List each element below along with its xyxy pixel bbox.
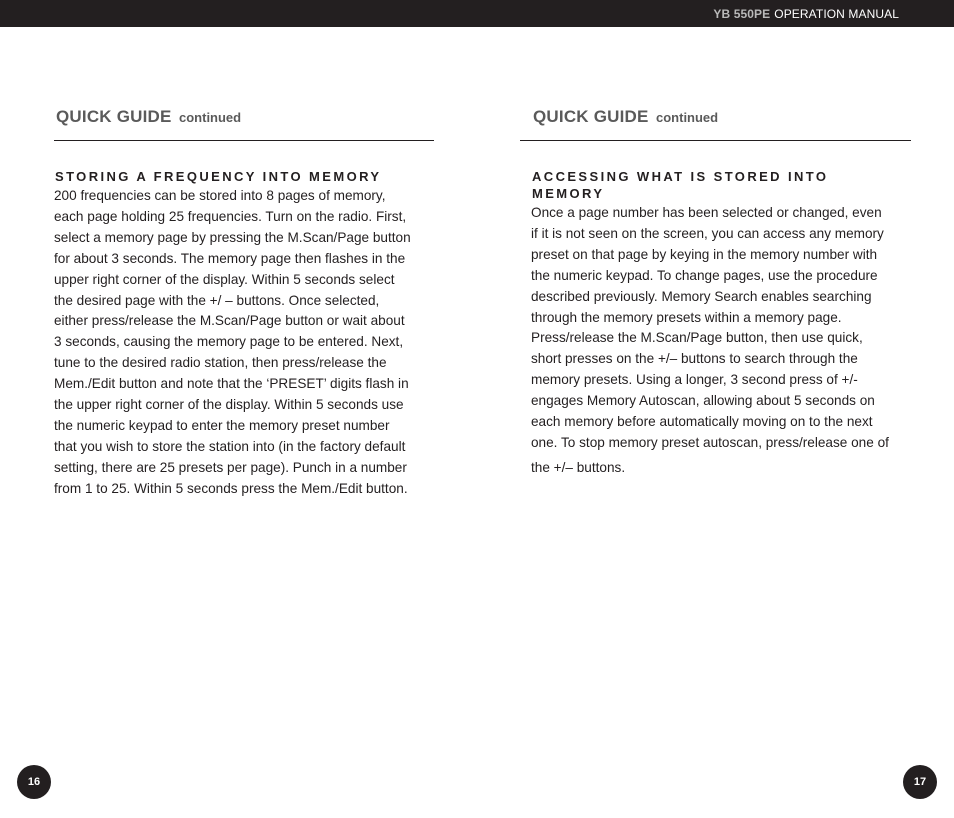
right-section-header	[533, 107, 718, 127]
right-body-text	[531, 203, 891, 479]
right-header-divider	[520, 140, 911, 141]
manual-title	[713, 7, 899, 21]
right-body-paragraph: Once a page number has been selected or changed, even if it is not seen on the screen, you can access any memory preset on that page by keying in the memory number with the numeric keypad. To change pages, use the procedure described previously. Memory Search enables searching through the memory presets within a memory page. Press/release the M.Scan/Page button, then use quick, short presses on the +/– buttons to search through the memory presets. Using a longer, 3 second press of +/- engages Memory Autoscan, allowing about 5 seconds on each memory before automatically moving on to the next one. To stop memory preset autoscan, press/release one of	[531, 205, 889, 450]
left-section-subtitle: continued	[179, 110, 242, 125]
left-body-text	[54, 186, 414, 500]
right-page-number: 17	[903, 765, 937, 799]
top-header-bar	[0, 0, 954, 27]
left-section-title: QUICK GUIDE	[56, 107, 172, 126]
left-page-number: 16	[17, 765, 51, 799]
right-section-title: QUICK GUIDE	[533, 107, 649, 126]
left-section-header	[56, 107, 241, 127]
right-section-subtitle: continued	[656, 110, 719, 125]
left-topic-heading: STORING A FREQUENCY INTO MEMORY	[55, 169, 382, 184]
left-body-paragraph: 200 frequencies can be stored into 8 pages of memory, each page holding 25 frequencies. Turn on the radio. First, select a memory page by pressing the M.Scan/Page button for about 3 seconds. The memory page then flashes in the upper right corner of the display. Within 5 seconds select the desired page with the +/ – buttons. Once selected, either press/release the M.Scan/Page button or wait about 3 seconds, causing the memory page to be entered. Next, tune to the desired radio station, then press/release the Mem./Edit button and note that the ‘PRESET’ digits flash in the upper right corner of the display. Within 5 seconds use the numeric keypad to enter the memory preset number that you wish to store the station into (in the factory default setting, there are 25 presets per page). Punch in a number from 1 to 25. Within 5 seconds press the Mem./Edit button.	[54, 188, 411, 496]
right-topic-heading: ACCESSING WHAT IS STORED INTO MEMORY	[532, 169, 829, 201]
model-name: YB 550PE	[713, 7, 771, 21]
right-body-paragraph-end: the +/– buttons.	[531, 459, 626, 475]
left-header-divider	[54, 140, 434, 141]
manual-label: OPERATION MANUAL	[774, 7, 899, 21]
